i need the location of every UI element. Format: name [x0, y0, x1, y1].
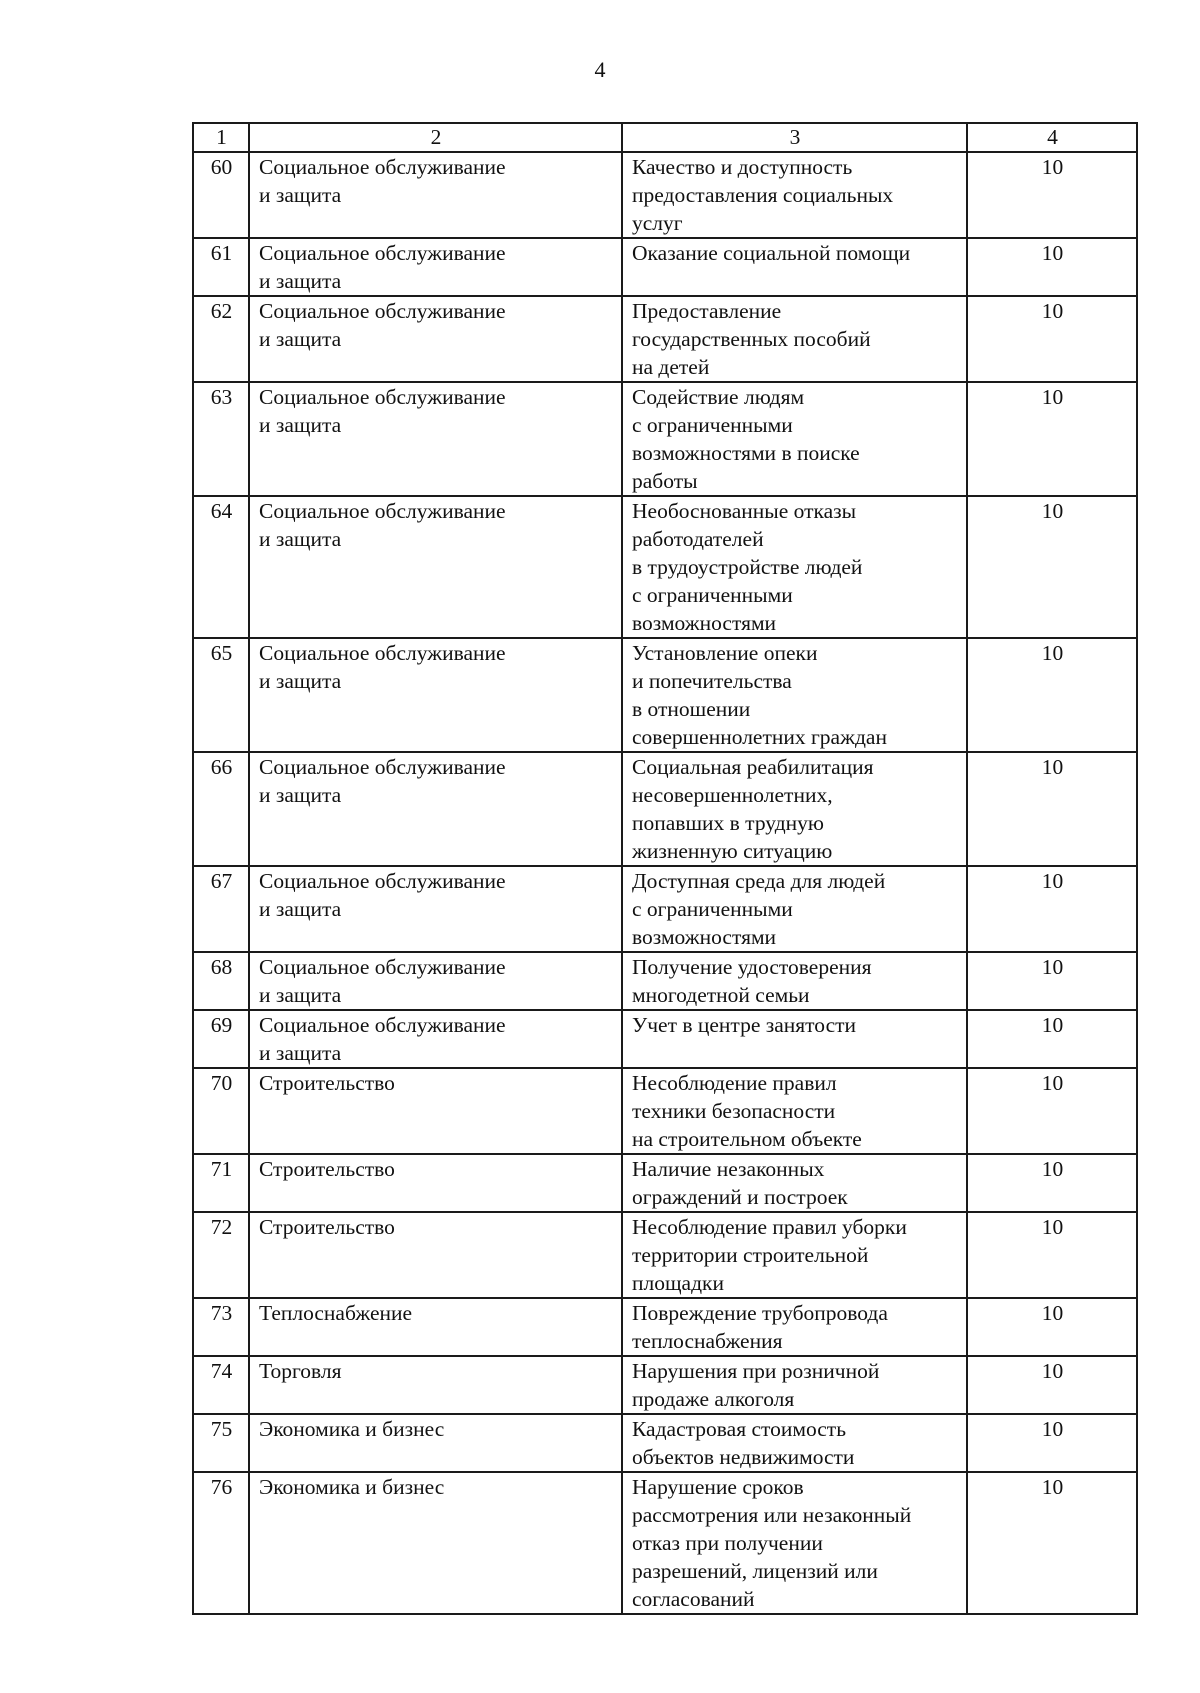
- row-number: 76: [193, 1472, 249, 1614]
- category-cell: [249, 1472, 622, 1614]
- table-row: [193, 1068, 1137, 1154]
- category-line: и защита: [259, 897, 342, 921]
- table-row: [193, 1472, 1137, 1614]
- topic-line: продаже алкоголя: [632, 1387, 795, 1411]
- topic-cell: [622, 1472, 967, 1614]
- topic-line: Наличие незаконных: [632, 1157, 825, 1181]
- topic-line: объектов недвижимости: [632, 1445, 855, 1469]
- topic-line: Социальная реабилитация: [632, 755, 874, 779]
- topic-line: государственных пособий: [632, 327, 871, 351]
- topic-cell: [622, 1212, 967, 1298]
- topic-line: в отношении: [632, 697, 751, 721]
- topic-line: многодетной семьи: [632, 983, 810, 1007]
- category-cell: [249, 238, 622, 296]
- topic-line: Повреждение трубопровода: [632, 1301, 888, 1325]
- topic-line: Качество и доступность: [632, 155, 853, 179]
- category-line: Торговля: [259, 1359, 342, 1383]
- topic-line: площадки: [632, 1271, 724, 1295]
- category-line: Социальное обслуживание: [259, 499, 506, 523]
- value-cell: 10: [967, 152, 1137, 238]
- topic-line: работодателей: [632, 527, 764, 551]
- value-cell: 10: [967, 1068, 1137, 1154]
- topic-line: Нарушение сроков: [632, 1475, 804, 1499]
- topic-line: разрешений, лицензий или: [632, 1559, 878, 1583]
- table-row: [193, 1154, 1137, 1212]
- category-line: Социальное обслуживание: [259, 955, 506, 979]
- category-line: и защита: [259, 327, 342, 351]
- value-cell: 10: [967, 1154, 1137, 1212]
- category-cell: [249, 1068, 622, 1154]
- topic-line: на детей: [632, 355, 710, 379]
- category-line: Социальное обслуживание: [259, 869, 506, 893]
- category-cell: [249, 638, 622, 752]
- value-cell: 10: [967, 1472, 1137, 1614]
- column-header-4: 4: [967, 123, 1137, 152]
- table-row: [193, 638, 1137, 752]
- topic-cell: [622, 152, 967, 238]
- category-line: и защита: [259, 527, 342, 551]
- topic-line: несовершеннолетних,: [632, 783, 833, 807]
- topic-line: теплоснабжения: [632, 1329, 783, 1353]
- category-line: Экономика и бизнес: [259, 1475, 445, 1499]
- table-row: [193, 238, 1137, 296]
- topic-line: Получение удостоверения: [632, 955, 872, 979]
- topic-line: с ограниченными: [632, 897, 793, 921]
- topic-line: Нарушения при розничной: [632, 1359, 880, 1383]
- row-number: 70: [193, 1068, 249, 1154]
- category-line: и защита: [259, 1041, 342, 1065]
- category-line: и защита: [259, 413, 342, 437]
- topic-line: Предоставление: [632, 299, 782, 323]
- category-line: Строительство: [259, 1215, 395, 1239]
- topic-line: Установление опеки: [632, 641, 818, 665]
- category-line: Социальное обслуживание: [259, 299, 506, 323]
- row-number: 74: [193, 1356, 249, 1414]
- page-number: 4: [594, 57, 606, 82]
- topic-line: отказ при получении: [632, 1531, 823, 1555]
- table-row: [193, 1356, 1137, 1414]
- topic-line: Кадастровая стоимость: [632, 1417, 847, 1441]
- topic-line: услуг: [632, 211, 683, 235]
- topic-line: совершеннолетних граждан: [632, 725, 887, 749]
- category-cell: [249, 1298, 622, 1356]
- topic-line: Несоблюдение правил уборки: [632, 1215, 907, 1239]
- topic-line: Оказание социальной помощи: [632, 241, 911, 265]
- data-table: [192, 122, 1138, 1615]
- value-cell: 10: [967, 496, 1137, 638]
- topic-line: на строительном объекте: [632, 1127, 862, 1151]
- topic-line: возможностями: [632, 925, 777, 949]
- topic-cell: [622, 752, 967, 866]
- topic-line: территории строительной: [632, 1243, 869, 1267]
- category-cell: [249, 752, 622, 866]
- category-cell: [249, 1414, 622, 1472]
- table-row: [193, 1010, 1137, 1068]
- value-cell: 10: [967, 752, 1137, 866]
- category-line: Социальное обслуживание: [259, 241, 506, 265]
- category-cell: [249, 1154, 622, 1212]
- topic-cell: [622, 296, 967, 382]
- row-number: 75: [193, 1414, 249, 1472]
- value-cell: 10: [967, 952, 1137, 1010]
- topic-cell: [622, 1414, 967, 1472]
- value-cell: 10: [967, 238, 1137, 296]
- row-number: 68: [193, 952, 249, 1010]
- topic-line: в трудоустройстве людей: [632, 555, 863, 579]
- table-row: [193, 152, 1137, 238]
- category-cell: [249, 866, 622, 952]
- value-cell: 10: [967, 866, 1137, 952]
- topic-line: согласований: [632, 1587, 755, 1611]
- table-row: [193, 752, 1137, 866]
- category-line: Социальное обслуживание: [259, 1013, 506, 1037]
- row-number: 61: [193, 238, 249, 296]
- topic-line: Учет в центре занятости: [632, 1013, 857, 1037]
- category-line: Социальное обслуживание: [259, 641, 506, 665]
- value-cell: 10: [967, 1010, 1137, 1068]
- topic-line: Доступная среда для людей: [632, 869, 886, 893]
- table-row: [193, 1298, 1137, 1356]
- row-number: 69: [193, 1010, 249, 1068]
- row-number: 65: [193, 638, 249, 752]
- value-cell: 10: [967, 296, 1137, 382]
- topic-line: возможностями: [632, 611, 777, 635]
- value-cell: 10: [967, 1414, 1137, 1472]
- topic-cell: [622, 238, 967, 296]
- topic-cell: [622, 382, 967, 496]
- topic-cell: [622, 866, 967, 952]
- value-cell: 10: [967, 1298, 1137, 1356]
- category-cell: [249, 296, 622, 382]
- topic-cell: [622, 638, 967, 752]
- category-line: Социальное обслуживание: [259, 385, 506, 409]
- topic-line: рассмотрения или незаконный: [632, 1503, 912, 1527]
- table-row: [193, 952, 1137, 1010]
- row-number: 73: [193, 1298, 249, 1356]
- category-cell: [249, 1212, 622, 1298]
- row-number: 63: [193, 382, 249, 496]
- value-cell: 10: [967, 1356, 1137, 1414]
- category-line: Социальное обслуживание: [259, 755, 506, 779]
- topic-line: попавших в трудную: [632, 811, 824, 835]
- category-line: Строительство: [259, 1157, 395, 1181]
- table-header-row: [193, 123, 1137, 152]
- category-cell: [249, 1356, 622, 1414]
- row-number: 66: [193, 752, 249, 866]
- row-number: 64: [193, 496, 249, 638]
- column-header-2: 2: [249, 123, 622, 152]
- category-line: Строительство: [259, 1071, 395, 1095]
- row-number: 72: [193, 1212, 249, 1298]
- topic-line: предоставления социальных: [632, 183, 894, 207]
- category-line: и защита: [259, 183, 342, 207]
- row-number: 62: [193, 296, 249, 382]
- table-row: [193, 296, 1137, 382]
- table-row: [193, 496, 1137, 638]
- topic-cell: [622, 1010, 967, 1068]
- topic-line: Содействие людям: [632, 385, 805, 409]
- topic-cell: [622, 1068, 967, 1154]
- category-cell: [249, 152, 622, 238]
- column-header-3: 3: [622, 123, 967, 152]
- topic-cell: [622, 1154, 967, 1212]
- column-header-1: 1: [193, 123, 249, 152]
- table-body: [193, 152, 1137, 1614]
- topic-cell: [622, 496, 967, 638]
- topic-cell: [622, 1356, 967, 1414]
- value-cell: 10: [967, 638, 1137, 752]
- category-line: и защита: [259, 269, 342, 293]
- row-number: 67: [193, 866, 249, 952]
- topic-line: жизненную ситуацию: [632, 839, 833, 863]
- row-number: 71: [193, 1154, 249, 1212]
- table-row: [193, 866, 1137, 952]
- category-line: и защита: [259, 669, 342, 693]
- topic-line: и попечительства: [632, 669, 792, 693]
- category-cell: [249, 1010, 622, 1068]
- topic-line: возможностями в поиске: [632, 441, 860, 465]
- row-number: 60: [193, 152, 249, 238]
- topic-line: Несоблюдение правил: [632, 1071, 837, 1095]
- topic-line: с ограниченными: [632, 413, 793, 437]
- table-row: [193, 1414, 1137, 1472]
- category-cell: [249, 382, 622, 496]
- topic-cell: [622, 1298, 967, 1356]
- topic-line: Необоснованные отказы: [632, 499, 857, 523]
- table-row: [193, 382, 1137, 496]
- category-line: и защита: [259, 983, 342, 1007]
- topic-line: техники безопасности: [632, 1099, 836, 1123]
- category-cell: [249, 496, 622, 638]
- category-line: Теплоснабжение: [259, 1301, 413, 1325]
- topic-cell: [622, 952, 967, 1010]
- value-cell: 10: [967, 382, 1137, 496]
- topic-line: работы: [632, 469, 698, 493]
- value-cell: 10: [967, 1212, 1137, 1298]
- category-cell: [249, 952, 622, 1010]
- topic-line: ограждений и построек: [632, 1185, 848, 1209]
- topic-line: с ограниченными: [632, 583, 793, 607]
- category-line: Экономика и бизнес: [259, 1417, 445, 1441]
- category-line: Социальное обслуживание: [259, 155, 506, 179]
- table-row: [193, 1212, 1137, 1298]
- category-line: и защита: [259, 783, 342, 807]
